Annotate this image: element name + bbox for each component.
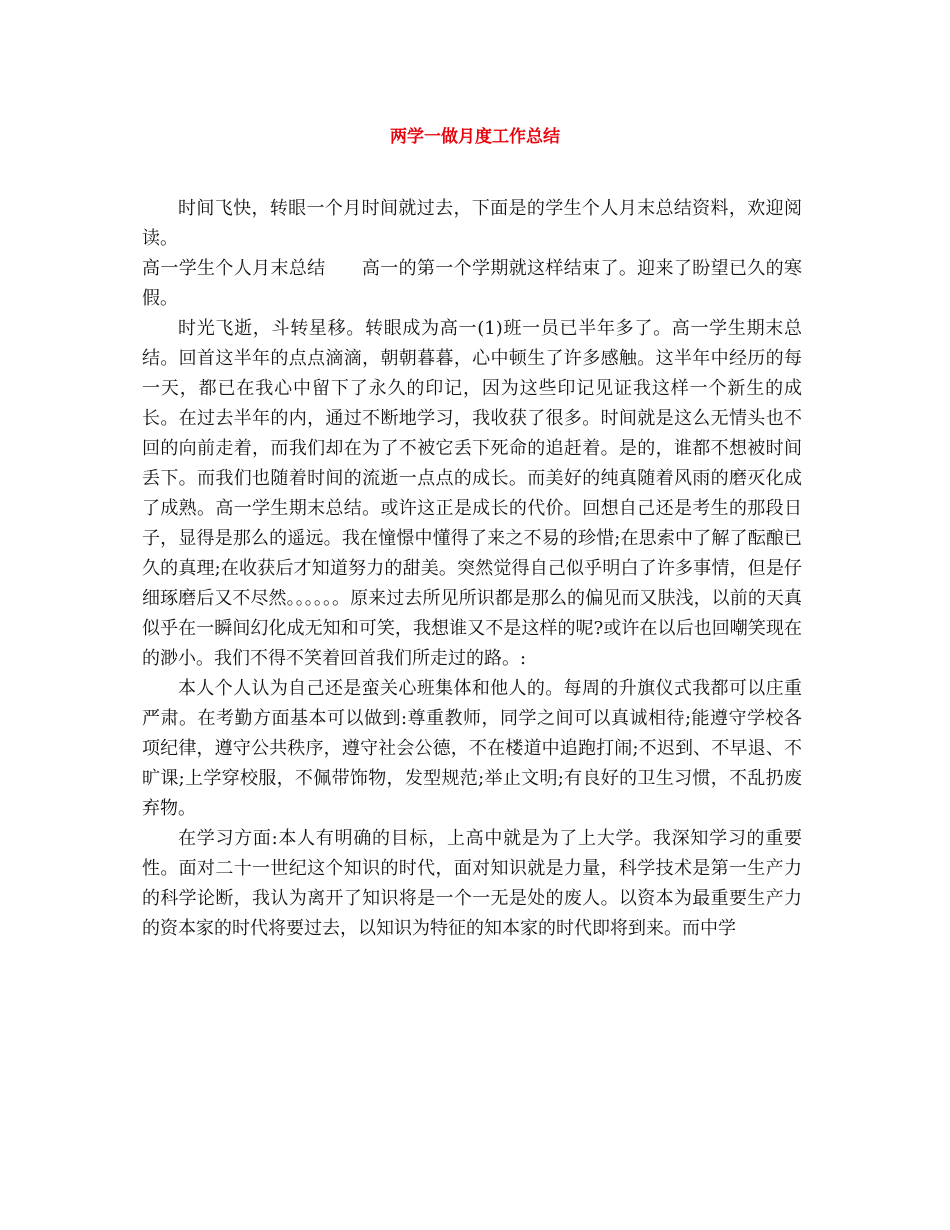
document-body	[142, 194, 802, 944]
section-heading: 高一学生个人月末总结	[142, 258, 326, 279]
intro-paragraph: 时间飞快，转眼一个月时间就过去，下面是的学生个人月末总结资料，欢迎阅读。	[142, 198, 802, 249]
heading-continuation: 高一的第一个学期就这样结束了。迎来了盼望已久的寒假。	[142, 258, 802, 309]
document-title: 两学一做月度工作总结	[390, 127, 560, 147]
body-paragraph: 在学习方面:本人有明确的目标，上高中就是为了上大学。我深知学习的重要性。面对二十一世纪这个知识的时代，面对知识就是力量，科学技术是第一生产力的科学论断，我认为离开了知识将是一个一无是处的废人。以资本为最重要生产力的资本家的时代将要过去，以知识为特征的知本家的时代即将到来。而中学	[142, 828, 802, 939]
heading-line	[142, 254, 802, 314]
body-paragraph: 时光飞逝，斗转星移。转眼成为高一(1)班一员已半年多了。高一学生期末总结。回首这半年的点点滴滴，朝朝暮暮，心中顿生了许多感触。这半年中经历的每一天，都已在我心中留下了永久的印记，因为这些印记见证我这样一个新生的成长。在过去半年的内，通过不断地学习，我收获了很多。时间就是这么无情头也不回的向前走着，而我们却在为了不被它丢下死命的追赶着。是的，谁都不想被时间丢下。而我们也随着时间的流逝一点点的成长。而美好的纯真随着风雨的磨灭化成了成熟。高一学生期末总结。或许这正是成长的代价。回想自己还是考生的那段日子，显得是那么的遥远。我在憧憬中懂得了来之不易的珍惜;在思索中了解了酝酿已久的真理;在收获后才知道努力的甜美。突然觉得自己似乎明白了许多事情，但是仔细琢磨后又不尽然。。。。。。原来过去所见所识都是那么的偏见而又肤浅，以前的天真似乎在一瞬间幻化成无知和可笑，我想谁又不是这样的呢?或许在以后也回嘲笑现在的渺小。我们不得不笑着回首我们所走过的路。:	[142, 318, 802, 669]
body-paragraph: 本人个人认为自己还是蛮关心班集体和他人的。每周的升旗仪式我都可以庄重严肃。在考勤方面基本可以做到:尊重教师，同学之间可以真诚相待;能遵守学校各项纪律，遵守公共秩序，遵守社会公德，不在楼道中追跑打闹;不迟到、不早退、不旷课;上学穿校服，不佩带饰物，发型规范;举止文明;有良好的卫生习惯，不乱扔废弃物。	[142, 678, 802, 819]
